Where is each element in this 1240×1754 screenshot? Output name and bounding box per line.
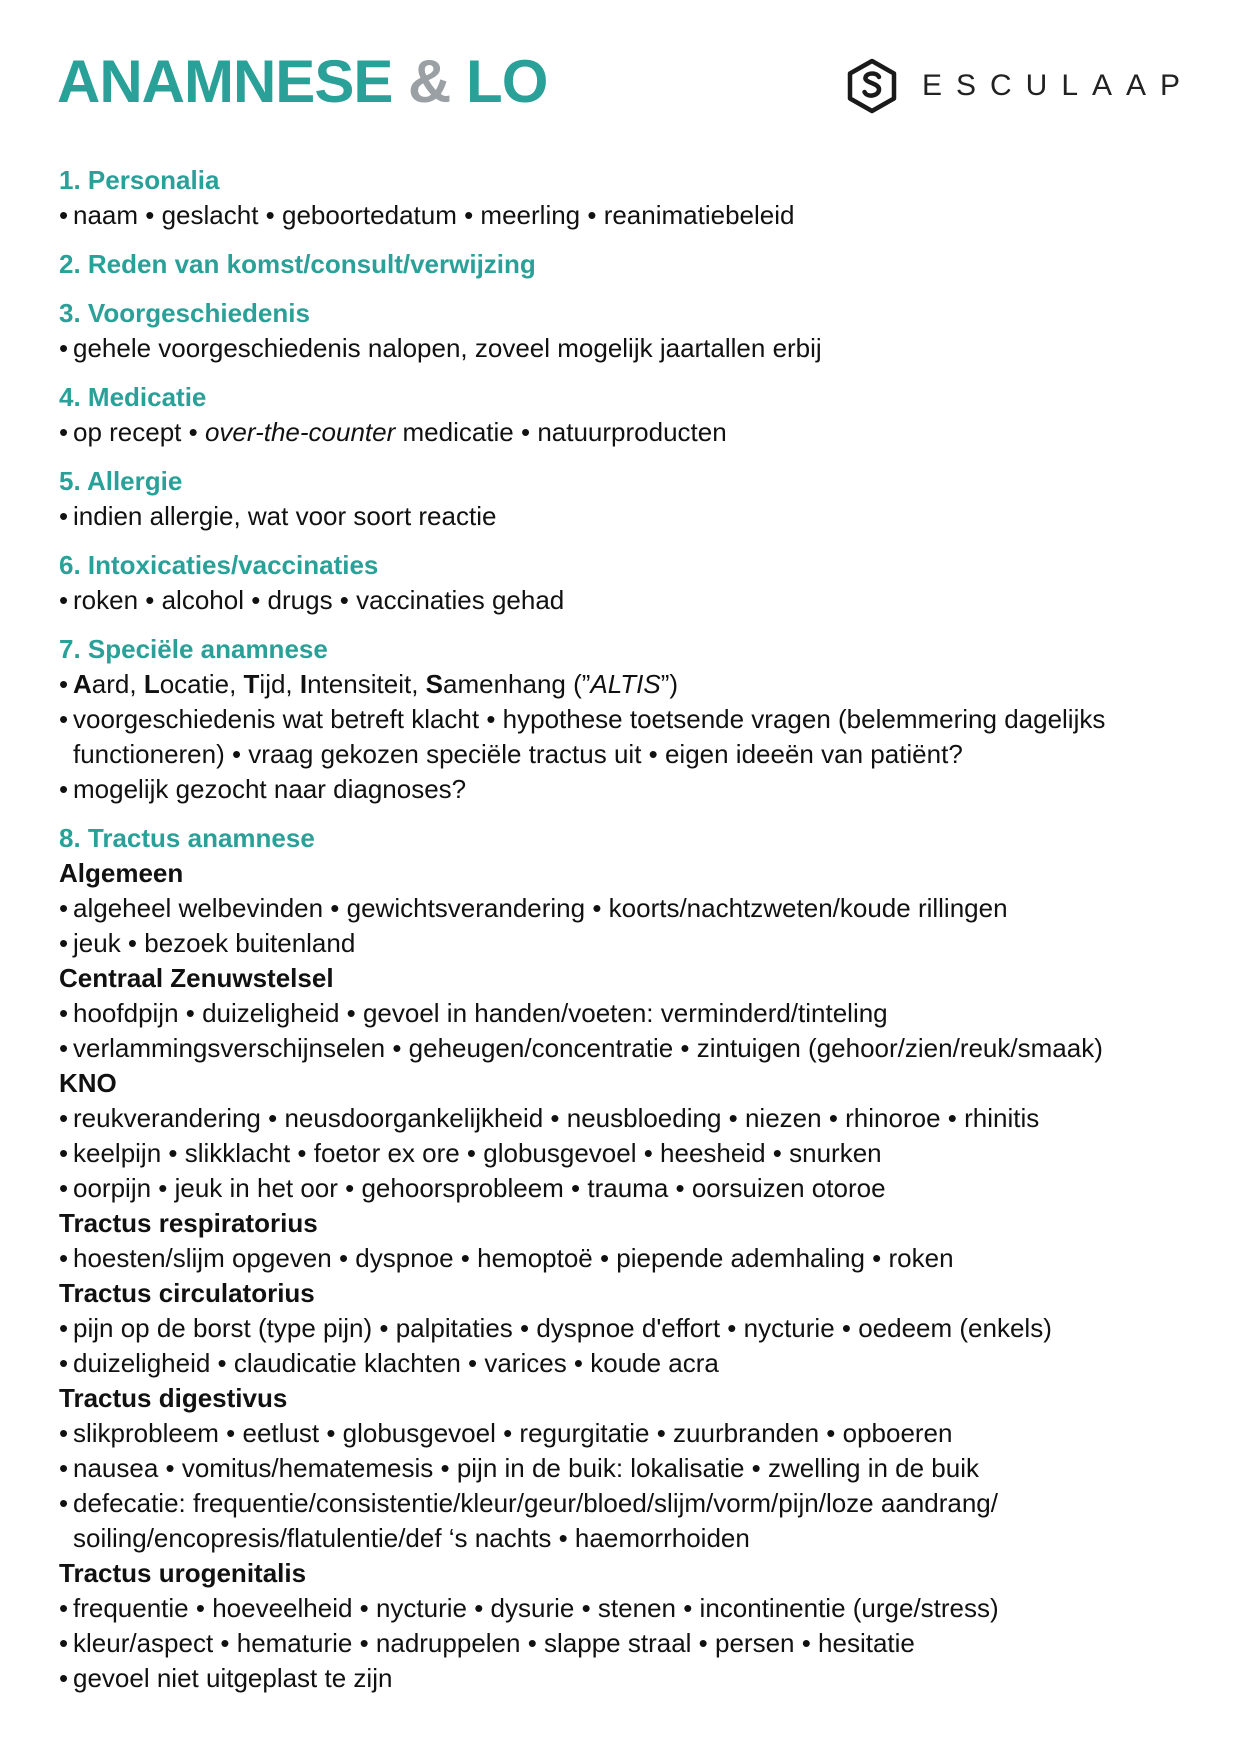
altis-letter: L <box>143 669 160 699</box>
list-item: • kleur/aspect • hematurie • nadruppelen • slappe straal • persen • hesitatie <box>59 1626 1189 1661</box>
list-item: • naam • geslacht • geboortedatum • meerling • reanimatiebeleid <box>59 198 1189 233</box>
text-span: ocatie, <box>159 669 244 699</box>
list-item: • oorpijn • jeuk in het oor • gehoorsprobleem • trauma • oorsuizen otoroe <box>59 1171 1189 1206</box>
list-item: • hoofdpijn • duizeligheid • gevoel in handen/voeten: verminderd/tinteling <box>59 996 1189 1031</box>
subheading-digestivus: Tractus digestivus <box>59 1383 288 1413</box>
text-span: ntensiteit, <box>307 669 426 699</box>
list-item: • slikprobleem • eetlust • globusgevoel • regurgitatie • zuurbranden • opboeren <box>59 1416 1189 1451</box>
list-item: • nausea • vomitus/hematemesis • pijn in de buik: lokalisatie • zwelling in de buik <box>59 1451 1189 1486</box>
list-item: • mogelijk gezocht naar diagnoses? <box>59 772 1189 807</box>
esculaap-logo-icon <box>846 58 898 114</box>
list-item: • hoesten/slijm opgeven • dyspnoe • hemoptoë • piepende ademhaling • roken <box>59 1241 1189 1276</box>
list-item: • algeheel welbevinden • gewichtsverandering • koorts/nachtzweten/koude rillingen <box>59 891 1189 926</box>
section-tractus-anamnese <box>59 821 1189 1696</box>
section-title: 4. Medicatie <box>59 382 207 412</box>
section-allergie <box>59 464 1189 534</box>
subheading-kno: KNO <box>59 1068 117 1098</box>
list-item: • defecatie: frequentie/consistentie/kleur/geur/bloed/slijm/vorm/pijn/loze aandrang/ <box>59 1486 1189 1521</box>
section-title: 3. Voorgeschiedenis <box>59 298 310 328</box>
title-part-anamnese: ANAMNESE <box>57 48 393 115</box>
section-personalia <box>59 163 1189 233</box>
list-item-continuation: soiling/encopresis/flatulentie/def ‘s nachts • haemorrhoiden <box>73 1523 750 1553</box>
list-item: • indien allergie, wat voor soort reactie <box>59 499 1189 534</box>
text-span: ijd, <box>259 669 300 699</box>
altis-letter: T <box>243 669 260 699</box>
list-item: • pijn op de borst (type pijn) • palpitaties • dyspnoe d'effort • nycturie • oedeem (enkels) <box>59 1311 1189 1346</box>
list-item: • verlammingsverschijnselen • geheugen/concentratie • zintuigen (gehoor/zien/reuk/smaak) <box>59 1031 1189 1066</box>
page-title <box>57 46 547 118</box>
title-part-lo: LO <box>466 48 548 115</box>
list-item: • gehele voorgeschiedenis nalopen, zoveel mogelijk jaartallen erbij <box>59 331 1189 366</box>
list-item: • jeuk • bezoek buitenland <box>59 926 1189 961</box>
list-item: • duizeligheid • claudicatie klachten • varices • koude acra <box>59 1346 1189 1381</box>
italic-term: over-the-counter <box>204 417 396 447</box>
altis-letter: S <box>425 669 443 699</box>
brand-block <box>846 58 1194 114</box>
subheading-urogenitalis: Tractus urogenitalis <box>59 1558 307 1588</box>
anamnese-content <box>59 163 1189 1710</box>
section-speciele-anamnese <box>59 632 1189 807</box>
text-span: op recept • <box>73 417 205 447</box>
subheading-circulatorius: Tractus circulatorius <box>59 1278 315 1308</box>
altis-acronym: ALTIS <box>590 669 661 699</box>
brand-name: ESCULAAP <box>922 69 1195 102</box>
subheading-respiratorius: Tractus respiratorius <box>59 1208 318 1238</box>
list-item-continuation: functioneren) • vraag gekozen speciële tractus uit • eigen ideeën van patiënt? <box>73 739 963 769</box>
list-item-altis <box>59 667 1189 702</box>
section-title: 7. Speciële anamnese <box>59 634 328 664</box>
section-title: 2. Reden van komst/consult/verwijzing <box>59 249 536 279</box>
list-item: • roken • alcohol • drugs • vaccinaties gehad <box>59 583 1189 618</box>
list-item: • voorgeschiedenis wat betreft klacht • hypothese toetsende vragen (belemmering dagelijks <box>59 702 1189 737</box>
section-medicatie <box>59 380 1189 450</box>
section-voorgeschiedenis <box>59 296 1189 366</box>
subheading-algemeen: Algemeen <box>59 858 184 888</box>
list-item: • keelpijn • slikklacht • foetor ex ore • globusgevoel • heesheid • snurken <box>59 1136 1189 1171</box>
section-intoxicaties <box>59 548 1189 618</box>
title-ampersand: & <box>408 48 451 115</box>
text-span: ”) <box>660 669 679 699</box>
list-item: • reukverandering • neusdoorgankelijkheid • neusbloeding • niezen • rhinoroe • rhinitis <box>59 1101 1189 1136</box>
list-item: • gevoel niet uitgeplast te zijn <box>59 1661 1189 1696</box>
list-item <box>59 415 1189 450</box>
section-title: 5. Allergie <box>59 466 183 496</box>
altis-letter: I <box>299 669 308 699</box>
text-span: ard, <box>91 669 144 699</box>
section-title: 6. Intoxicaties/vaccinaties <box>59 550 379 580</box>
section-title: 8. Tractus anamnese <box>59 823 315 853</box>
text-span: amenhang (” <box>442 669 591 699</box>
text-span: medicatie • natuurproducten <box>395 417 727 447</box>
section-reden-van-komst <box>59 247 1189 282</box>
altis-letter: A <box>73 669 92 699</box>
subheading-czs: Centraal Zenuwstelsel <box>59 963 334 993</box>
section-title: 1. Personalia <box>59 165 220 195</box>
list-item: • frequentie • hoeveelheid • nycturie • dysurie • stenen • incontinentie (urge/stress) <box>59 1591 1189 1626</box>
